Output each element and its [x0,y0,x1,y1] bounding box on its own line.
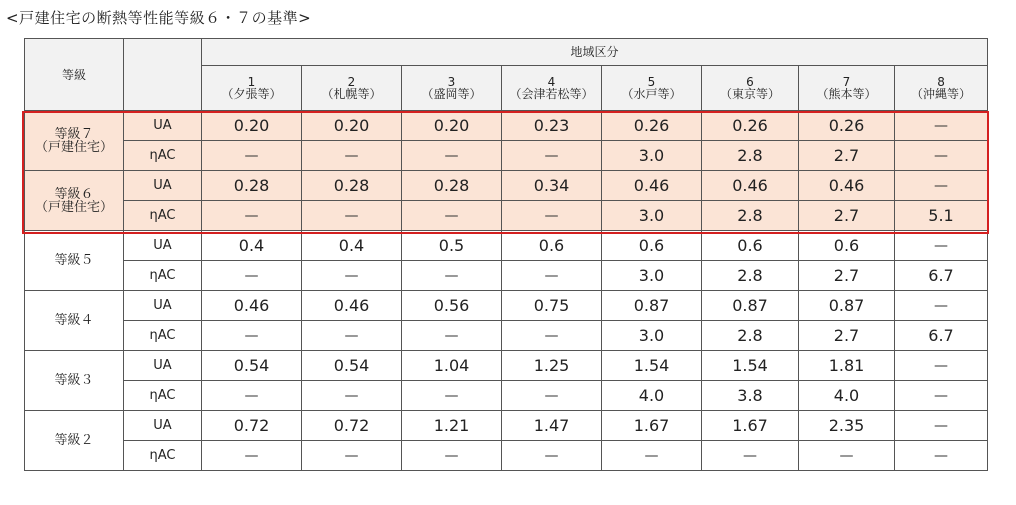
ua-value-cell: 0.20 [202,111,302,141]
nac-value-cell: 2.8 [702,201,799,231]
zone-header-8 [895,66,988,111]
ua-value-cell: 0.6 [502,231,602,261]
zone-example-city: （会津若松等） [509,87,594,101]
nac-value-cell: — [895,141,988,171]
nac-value-cell: — [202,441,302,471]
table-body [25,111,988,471]
ua-value-cell: 0.72 [302,411,402,441]
table-row [25,381,988,411]
nac-value-cell: — [502,141,602,171]
ua-value-cell: 0.72 [202,411,302,441]
grade-label-cell [25,171,124,231]
nac-value-cell: — [402,201,502,231]
ua-value-cell: 0.56 [402,291,502,321]
nac-value-cell: 3.0 [602,141,702,171]
zone-header-7 [799,66,895,111]
zone-header-3 [402,66,502,111]
nac-value-cell: 2.8 [702,141,799,171]
nac-value-cell: 3.0 [602,201,702,231]
table-row [25,351,988,381]
nac-value-cell: — [402,441,502,471]
ua-value-cell: 1.21 [402,411,502,441]
ua-value-cell: 1.54 [602,351,702,381]
nac-value-cell: — [602,441,702,471]
nac-value-cell: — [402,261,502,291]
ua-value-cell: 0.23 [502,111,602,141]
nac-type-label: ηAC [124,441,202,471]
ua-value-cell: 0.6 [799,231,895,261]
grade-label: 等級２ [54,433,94,448]
grade-column-header: 等級 [25,39,124,111]
ua-value-cell: 1.47 [502,411,602,441]
ua-value-cell: 0.87 [702,291,799,321]
zone-example-city: （札幌等） [321,87,382,101]
ua-value-cell: 1.67 [602,411,702,441]
ua-value-cell: 0.46 [702,171,799,201]
nac-value-cell: — [402,321,502,351]
nac-value-cell: — [302,321,402,351]
ua-value-cell: 1.04 [402,351,502,381]
ua-value-cell: 2.35 [799,411,895,441]
ua-value-cell: 0.46 [302,291,402,321]
table-row [25,141,988,171]
nac-type-label: ηAC [124,141,202,171]
zone-number: 4 [547,75,556,89]
nac-value-cell: — [502,321,602,351]
ua-value-cell: 0.6 [702,231,799,261]
ua-value-cell: 0.6 [602,231,702,261]
table-row [25,291,988,321]
nac-value-cell: — [502,441,602,471]
ua-value-cell: — [895,171,988,201]
ua-value-cell: 0.20 [302,111,402,141]
nac-value-cell: — [502,201,602,231]
ua-type-label: UA [124,171,202,201]
grade-label: 等級５ [54,253,94,268]
ua-value-cell: 0.46 [602,171,702,201]
nac-value-cell: — [402,141,502,171]
zone-number: 7 [842,75,851,89]
ua-type-label: UA [124,291,202,321]
ua-value-cell: — [895,351,988,381]
zone-number: 3 [447,75,456,89]
ua-value-cell: 0.46 [799,171,895,201]
ua-value-cell: 0.26 [602,111,702,141]
grade-label-cell [25,411,124,471]
table-row [25,261,988,291]
ua-type-label: UA [124,111,202,141]
nac-value-cell: — [302,141,402,171]
grade-label-cell [25,111,124,171]
grade-label: 等級４ [54,313,94,328]
ua-type-label: UA [124,351,202,381]
ua-value-cell: 1.25 [502,351,602,381]
nac-value-cell: — [302,261,402,291]
page-title: <戸建住宅の断熱等性能等級６・７の基準> [6,9,312,27]
ua-value-cell: 0.46 [202,291,302,321]
nac-value-cell: — [502,381,602,411]
nac-value-cell: — [502,261,602,291]
table-row [25,111,988,141]
nac-value-cell: 4.0 [799,381,895,411]
nac-value-cell: — [302,441,402,471]
ua-value-cell: — [895,111,988,141]
nac-value-cell: — [202,321,302,351]
ua-value-cell: 0.26 [702,111,799,141]
ua-value-cell: 0.4 [202,231,302,261]
ua-value-cell: 0.87 [799,291,895,321]
insulation-standard-table [24,38,988,471]
ua-value-cell: 1.81 [799,351,895,381]
zone-number: 1 [247,75,256,89]
ua-value-cell: 1.67 [702,411,799,441]
ua-value-cell: 0.54 [302,351,402,381]
zone-number: 8 [937,75,945,89]
nac-value-cell: — [799,441,895,471]
grade-sublabel: （戸建住宅） [34,199,113,215]
nac-value-cell: 2.7 [799,141,895,171]
ua-value-cell: 0.75 [502,291,602,321]
table-row [25,171,988,201]
zone-example-city: （熊本等） [816,87,877,101]
ua-value-cell: — [895,291,988,321]
nac-value-cell: — [402,381,502,411]
ua-value-cell: 0.34 [502,171,602,201]
nac-value-cell: 5.1 [895,201,988,231]
table-row [25,321,988,351]
grade-label: 等級６ [54,186,94,202]
grade-label-cell [25,291,124,351]
ua-value-cell: 0.54 [202,351,302,381]
zone-header-1 [202,66,302,111]
nac-value-cell: 2.7 [799,201,895,231]
zone-example-city: （盛岡等） [421,87,482,101]
nac-type-label: ηAC [124,201,202,231]
zone-header-5 [602,66,702,111]
nac-value-cell: — [202,261,302,291]
nac-value-cell: — [202,141,302,171]
ua-value-cell: 0.20 [402,111,502,141]
ua-value-cell: 0.87 [602,291,702,321]
ua-value-cell: — [895,231,988,261]
zone-number: 2 [347,75,356,89]
table-row [25,201,988,231]
ua-value-cell: 0.28 [202,171,302,201]
nac-value-cell: — [202,201,302,231]
type-column-header [124,39,202,111]
nac-value-cell: 2.7 [799,321,895,351]
zone-example-city: （沖縄等） [911,87,972,101]
ua-value-cell: 0.28 [302,171,402,201]
nac-value-cell: — [202,381,302,411]
nac-value-cell: 3.0 [602,321,702,351]
nac-value-cell: — [302,201,402,231]
nac-value-cell: — [895,441,988,471]
grade-label: 等級７ [54,126,94,142]
zone-header-2 [302,66,402,111]
zone-example-city: （東京等） [719,87,780,101]
nac-value-cell: 6.7 [895,321,988,351]
ua-type-label: UA [124,231,202,261]
nac-value-cell: 2.8 [702,261,799,291]
nac-value-cell: 2.7 [799,261,895,291]
nac-value-cell: 3.8 [702,381,799,411]
nac-value-cell: — [302,381,402,411]
grade-label-cell [25,351,124,411]
region-header: 地域区分 [202,39,988,66]
grade-label-cell [25,231,124,291]
ua-value-cell: 0.5 [402,231,502,261]
nac-value-cell: 6.7 [895,261,988,291]
zone-example-city: （水戸等） [621,87,682,101]
zone-header-6 [702,66,799,111]
nac-value-cell: 3.0 [602,261,702,291]
ua-value-cell: 0.26 [799,111,895,141]
zone-number: 6 [746,75,754,89]
zone-example-city: （夕張等） [221,87,282,101]
nac-value-cell: — [702,441,799,471]
zone-header-4 [502,66,602,111]
ua-value-cell: 0.28 [402,171,502,201]
ua-value-cell: — [895,411,988,441]
table-row [25,441,988,471]
grade-sublabel: （戸建住宅） [34,139,113,155]
nac-value-cell: 4.0 [602,381,702,411]
nac-value-cell: — [895,381,988,411]
nac-type-label: ηAC [124,321,202,351]
nac-value-cell: 2.8 [702,321,799,351]
table-row [25,411,988,441]
zone-number: 5 [647,75,656,89]
table-row [25,231,988,261]
ua-value-cell: 1.54 [702,351,799,381]
nac-type-label: ηAC [124,381,202,411]
nac-type-label: ηAC [124,261,202,291]
ua-type-label: UA [124,411,202,441]
ua-value-cell: 0.4 [302,231,402,261]
grade-label: 等級３ [54,373,94,388]
